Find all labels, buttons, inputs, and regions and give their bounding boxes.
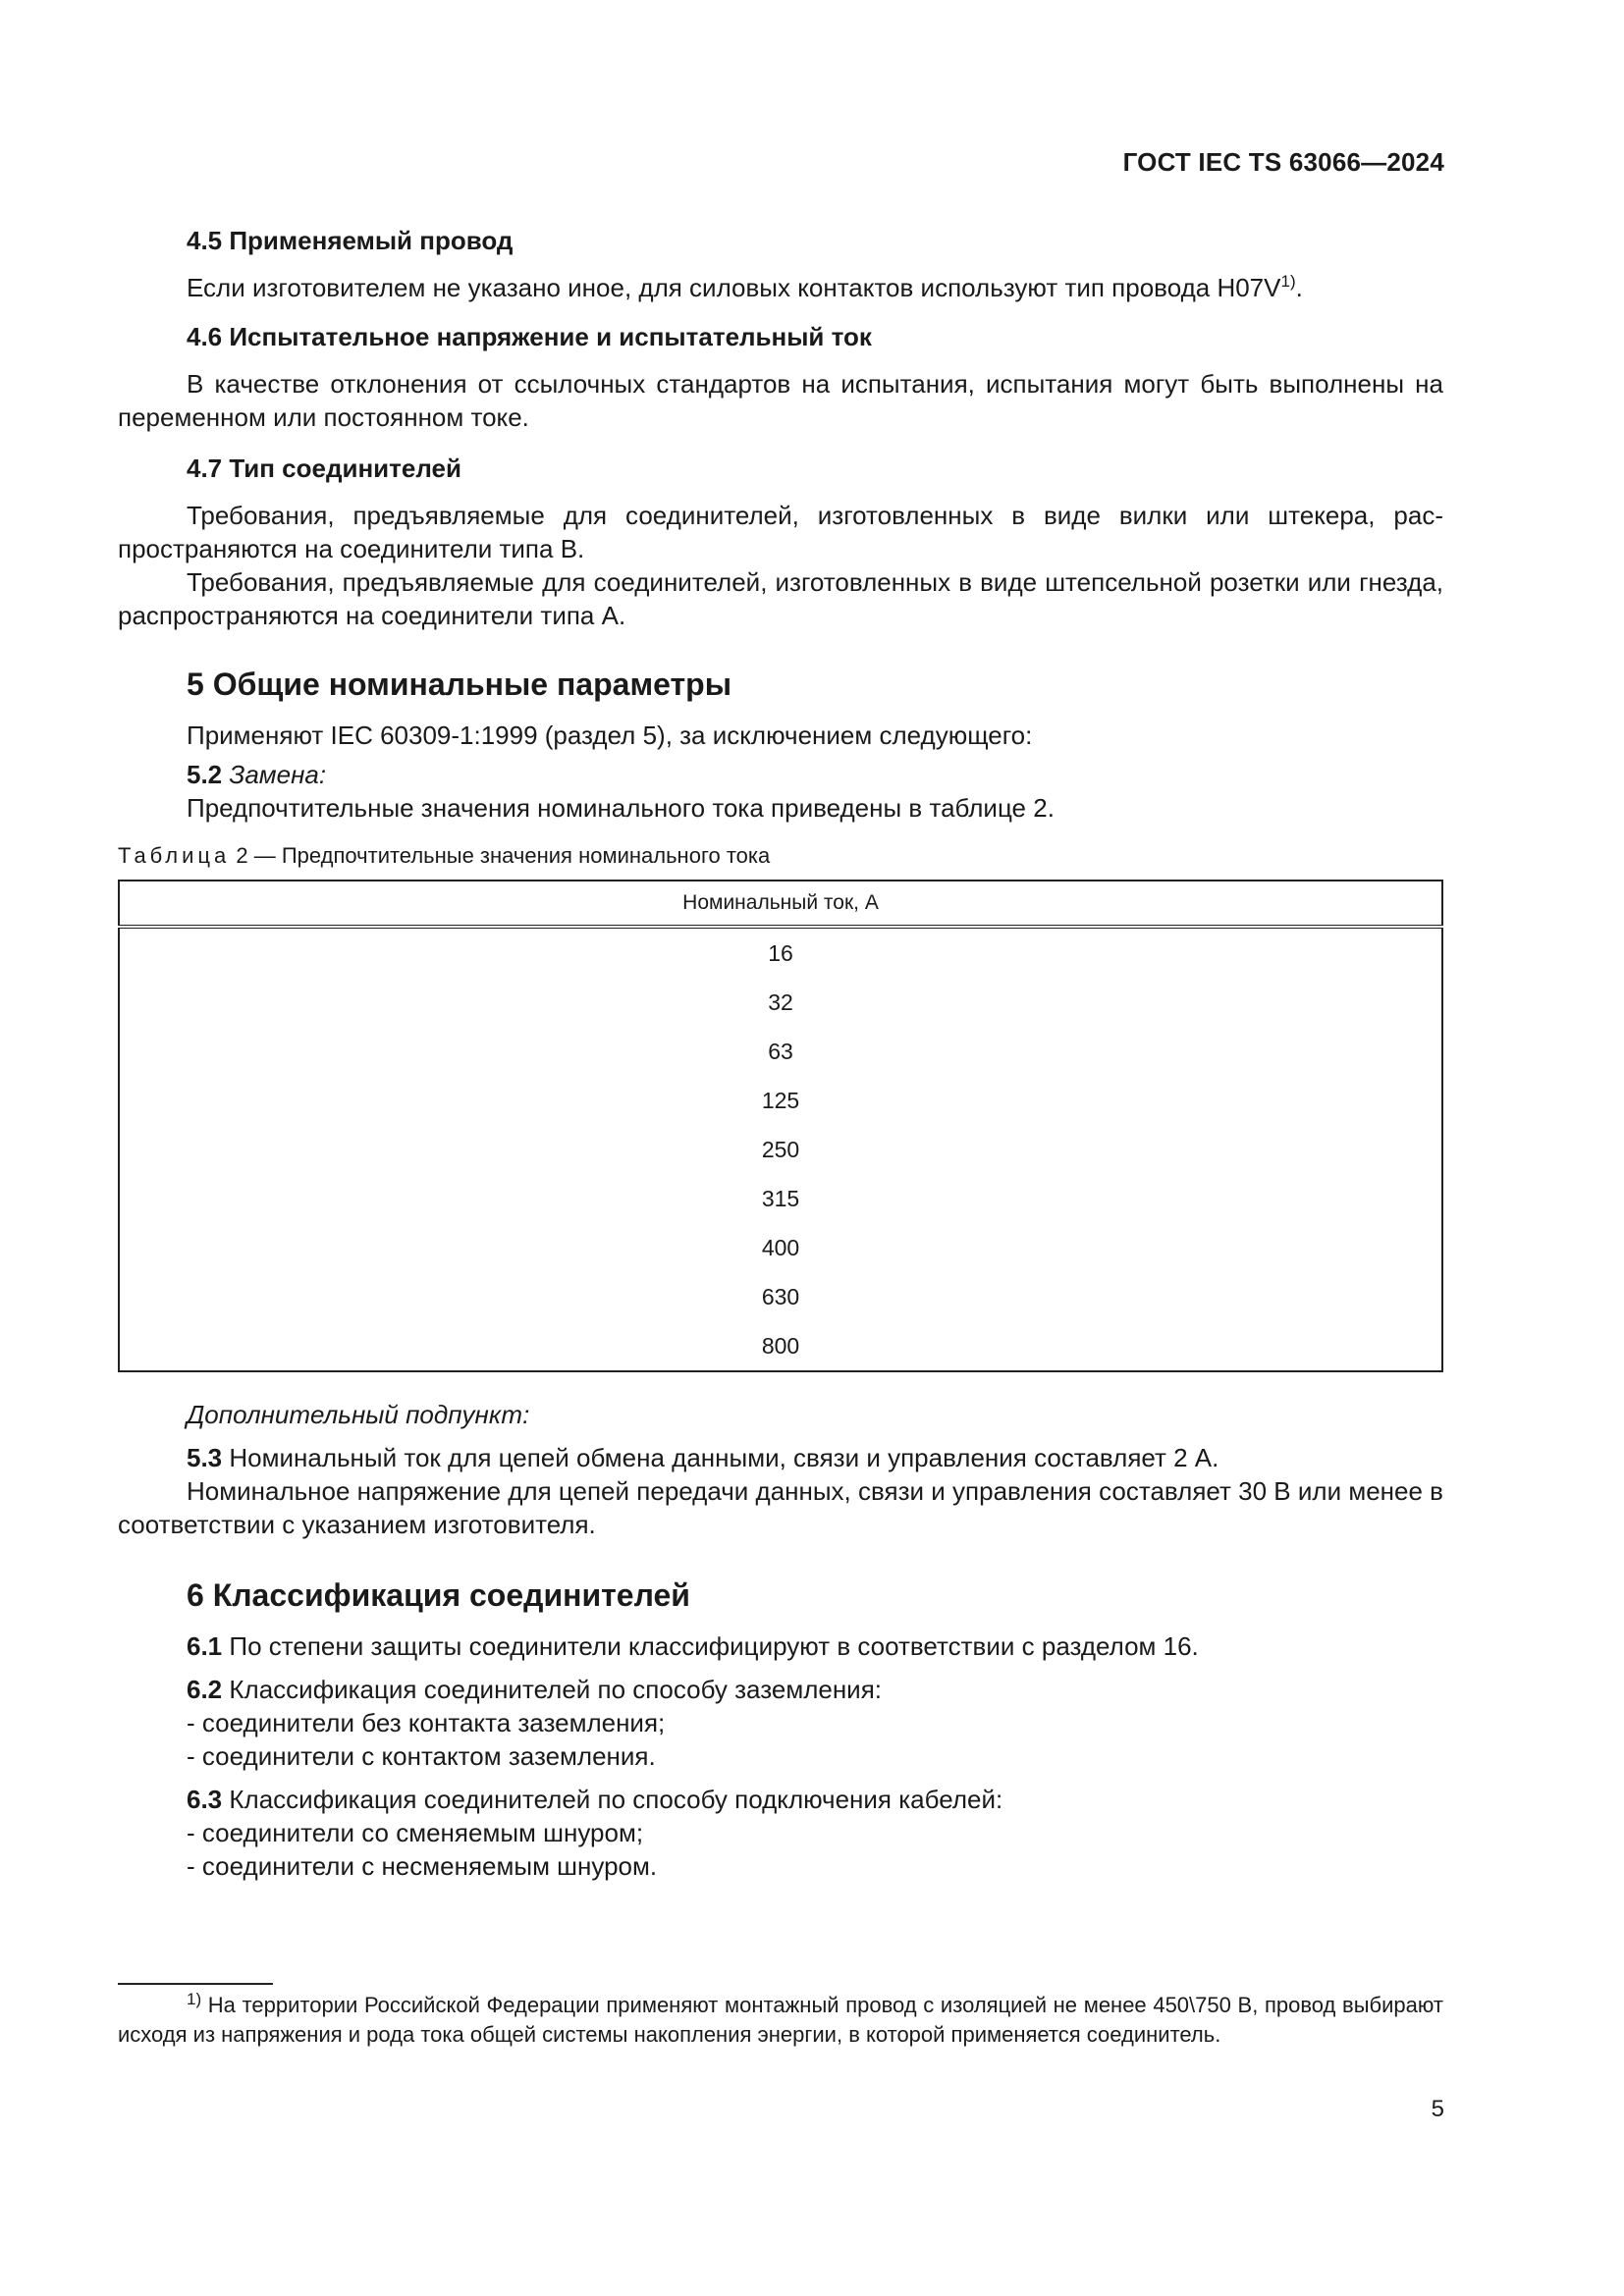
- list-item: - соединители без контакта заземления;: [187, 1708, 666, 1737]
- paragraph-6-3-text: Классификация соединителей по способу подключения кабелей:: [229, 1785, 1003, 1814]
- heading-4-6: 4.6 Испытательное напряжение и испытательный ток: [187, 322, 872, 351]
- list-item: - соединители с контактом заземления.: [187, 1741, 656, 1771]
- footnote: [118, 1991, 1443, 2050]
- table-cell: 32: [768, 989, 793, 1015]
- table-caption: [118, 842, 1443, 870]
- table-caption-text: 2 — Предпочтительные значения номинального тока: [236, 843, 771, 868]
- footnote-ref[interactable]: 1): [1280, 272, 1296, 291]
- page-body: [118, 224, 1443, 1883]
- footnote-separator: [118, 1983, 273, 1985]
- table-cell: 63: [768, 1039, 793, 1064]
- paragraph-5-3-text: Номинальный ток для цепей обмена данными, связи и управления составляет 2 A.: [229, 1443, 1219, 1472]
- clause-number-6-3: 6.3: [187, 1785, 223, 1814]
- paragraph-4-6: В качестве отклонения от ссылочных стандартов на испытания, испытания могут быть выполнены на переменном или постоянном токе.: [118, 369, 1443, 432]
- paragraph-4-7-2: Требования, предъявляемые для соединителей, изготовленных в виде штепсельной розетки или гнезда, распространяются на соединители типа A.: [118, 567, 1443, 630]
- paragraph-4-5: [187, 271, 1443, 304]
- clause-number-5-2: 5.2: [187, 760, 223, 789]
- table-cell: 800: [761, 1333, 800, 1359]
- clause-number-6-1: 6.1: [187, 1631, 223, 1661]
- table-cell: 630: [761, 1284, 800, 1309]
- table-caption-word: Таблица: [118, 843, 231, 868]
- additional-subclause-label: Дополнительный подпункт:: [187, 1400, 530, 1429]
- paragraph-6-1: [187, 1629, 1443, 1663]
- document-code-header: ГОСТ IEC TS 63066—2024: [1122, 147, 1444, 177]
- table-cell: 400: [761, 1235, 800, 1260]
- table-cell: 250: [761, 1137, 800, 1162]
- table-header-cell: Номинальный ток, A: [119, 881, 1442, 927]
- paragraph-5-2-text: Предпочтительные значения номинального тока приведены в таблице 2.: [187, 793, 1055, 823]
- rated-current-table: [118, 880, 1443, 1372]
- paragraph-6-3: [187, 1783, 1443, 1816]
- table-cell: 315: [761, 1186, 800, 1211]
- footnote-text: На территории Российской Федерации применяют монтажный провод с изоляцией не менее 450\750 В, провод выбирают исходя из напряжения и рода тока общей системы накопления энергии, в которой применяется соединитель.: [118, 1993, 1443, 2047]
- paragraph-6-2-text: Классификация соединителей по способу заземления:: [229, 1675, 883, 1704]
- table-cell: 125: [761, 1088, 800, 1113]
- paragraph-5-intro: Применяют IEC 60309-1:1999 (раздел 5), за исключением следующего:: [187, 721, 1033, 750]
- paragraph-5-2: [187, 758, 1443, 791]
- clause-number-6-2: 6.2: [187, 1675, 223, 1704]
- footnote-body: [118, 1991, 1443, 2050]
- heading-4-7: 4.7 Тип соединителей: [187, 454, 461, 483]
- clause-label-5-2: Замена:: [229, 760, 327, 789]
- paragraph-5-3: [187, 1441, 1443, 1474]
- clause-number-5-3: 5.3: [187, 1443, 223, 1472]
- paragraph-4-5-text: Если изготовителем не указано иное, для силовых контактов используют тип провода H07V: [187, 273, 1281, 302]
- page-number: 5: [1431, 2096, 1444, 2122]
- paragraph-4-7-1: Требования, предъявляемые для соединителей, изготовленных в виде вилки или штекера, распространяются на соединители типа B.: [118, 501, 1443, 563]
- heading-section-6: 6 Классификация соединителей: [187, 1577, 690, 1613]
- paragraph-6-1-text: По степени защиты соединители классифицируют в соответствии с разделом 16.: [229, 1631, 1199, 1661]
- heading-4-5: 4.5 Применяемый провод: [187, 226, 514, 255]
- paragraph-4-5-end: .: [1295, 273, 1303, 302]
- list-item: - соединители с несменяемым шнуром.: [187, 1851, 658, 1881]
- footnote-marker: 1): [187, 1990, 202, 2008]
- paragraph-6-2: [187, 1673, 1443, 1706]
- list-item: - соединители со сменяемым шнуром;: [187, 1818, 644, 1847]
- paragraph-5-3-2: Номинальное напряжение для цепей передачи данных, связи и управления составляет 30 В или менее в соответствии с указанием изготовителя.: [118, 1476, 1443, 1539]
- heading-section-5: 5 Общие номинальные параметры: [187, 667, 732, 702]
- table-cell: 16: [768, 940, 793, 966]
